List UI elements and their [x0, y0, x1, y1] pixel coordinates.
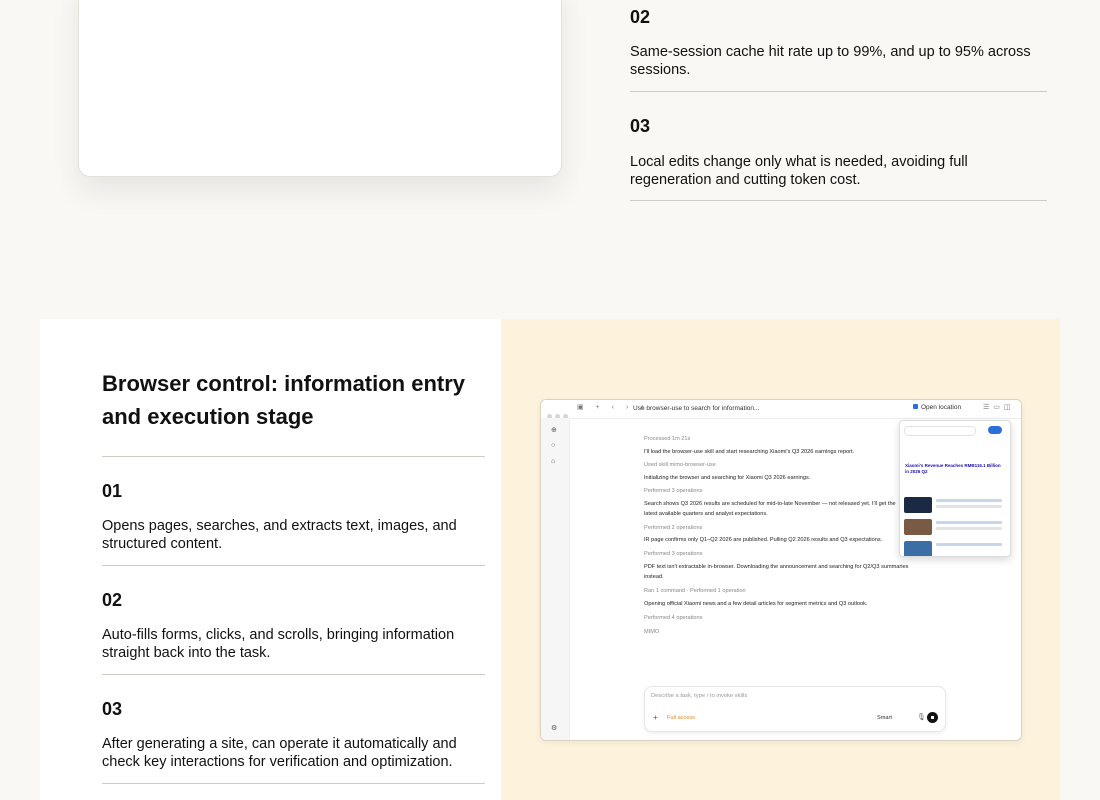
search-result-headline: Xiaomi's Revenue Reaches RMB116.1 Billion in 2026 Q2 — [905, 463, 1001, 474]
result-line — [936, 521, 1002, 524]
chat-line: Search shows Q3 2026 results are scheduled for mid-to-late November — not released yet. I'll get the — [644, 501, 896, 507]
feature-item — [102, 566, 485, 675]
feature-description: After generating a site, can operate it automatically and check key interactions for verification and optimization. — [102, 736, 457, 770]
app-sidebar — [541, 418, 570, 740]
app-screenshot — [540, 399, 1022, 741]
result-line — [936, 527, 1002, 530]
feature-description: Opens pages, searches, and extracts text, images, and structured content. — [102, 518, 457, 552]
feature-item — [630, 92, 1047, 201]
chat-line: I'll load the browser-use skill and start researching Xiaomi's Q3 2026 earnings report. — [644, 449, 855, 455]
feature-item — [102, 457, 485, 566]
plus-icon: + — [653, 713, 658, 722]
chat-line: Ran 1 command · Performed 1 operation — [644, 588, 746, 594]
new-task-icon: ⊕ — [551, 427, 557, 434]
chat-line: Processed 1m 21s — [644, 436, 691, 442]
feature-description: Local edits change only what is needed, avoiding full regeneration and cutting token cost. — [630, 154, 968, 188]
feature-number: 01 — [102, 481, 123, 501]
section-title: Browser control: information entry and execution stage — [102, 371, 466, 429]
browser-preview-popup — [899, 420, 1011, 557]
section-feature-list — [102, 456, 485, 784]
result-line — [936, 543, 1002, 546]
section-media-panel — [501, 319, 1060, 800]
chat-line: Performed 3 operations — [644, 551, 703, 557]
chat-line: latest available quarters and analyst expectations. — [644, 511, 768, 517]
chat-line: Initializing the browser and searching for Xiaomi Q3 2026 earnings. — [644, 475, 811, 481]
layout-icons: ☰▭◫ — [983, 404, 1015, 411]
chat-line: MIMO — [644, 629, 660, 635]
mic-icon: 🎙 — [917, 714, 926, 721]
browser-url-bar — [904, 426, 976, 436]
chat-line: Performed 2 operations — [644, 525, 703, 531]
feature-item — [102, 675, 485, 784]
feature-item — [630, 0, 1047, 92]
top-feature-list — [630, 0, 1047, 201]
feature-description: Same-session cache hit rate up to 99%, and up to 95% across sessions. — [630, 44, 1031, 78]
result-thumbnail — [904, 497, 932, 513]
result-thumbnail — [904, 519, 932, 535]
toolbar-icons: ▣ + ‹ › ⌕ — [577, 404, 650, 411]
top-preview-card — [78, 0, 562, 177]
section-text-panel — [40, 319, 501, 800]
chat-line: Performed 4 operations — [644, 615, 703, 621]
chat-line: Performed 3 operations — [644, 488, 703, 494]
chat-line: instead. — [644, 574, 664, 580]
chat-line: Opening official Xiaomi news and a few detail articles for segment metrics and Q3 outlook. — [644, 601, 868, 607]
result-line — [936, 505, 1002, 508]
inbox-icon: ⌂ — [551, 458, 556, 465]
feature-number: 02 — [102, 590, 123, 610]
browser-control-section — [40, 319, 1060, 800]
send-icon — [927, 712, 938, 723]
mode-selector: Smart — [877, 715, 892, 721]
result-line — [936, 499, 1002, 502]
feature-number: 03 — [630, 116, 651, 136]
settings-icon: ⚙ — [551, 725, 558, 732]
folder-icon — [913, 404, 918, 409]
composer-placeholder: Describe a task, type / to invoke skills — [651, 693, 748, 699]
access-level: Full access — [667, 715, 695, 721]
feature-number: 02 — [630, 7, 651, 27]
history-icon: ○ — [551, 442, 556, 449]
task-title: Use browser-use to search for information... — [633, 405, 760, 412]
result-thumbnail — [904, 541, 932, 557]
chat-line: Used skill mimo-browser-use — [644, 462, 716, 468]
chat-line: IR page confirms only Q1–Q2 2026 are published. Pulling Q2 2026 results and Q3 expectations. — [644, 537, 883, 543]
open-location-button: Open location — [913, 404, 961, 411]
browser-go-button — [988, 426, 1002, 434]
feature-description: Auto-fills forms, clicks, and scrolls, bringing information straight back into the task. — [102, 627, 455, 661]
feature-number: 03 — [102, 699, 123, 719]
chat-line: PDF text isn't extractable in-browser. Downloading the announcement and searching for Q2/Q3 summaries — [644, 564, 909, 570]
task-composer — [644, 686, 946, 732]
app-titlebar — [541, 400, 1021, 419]
